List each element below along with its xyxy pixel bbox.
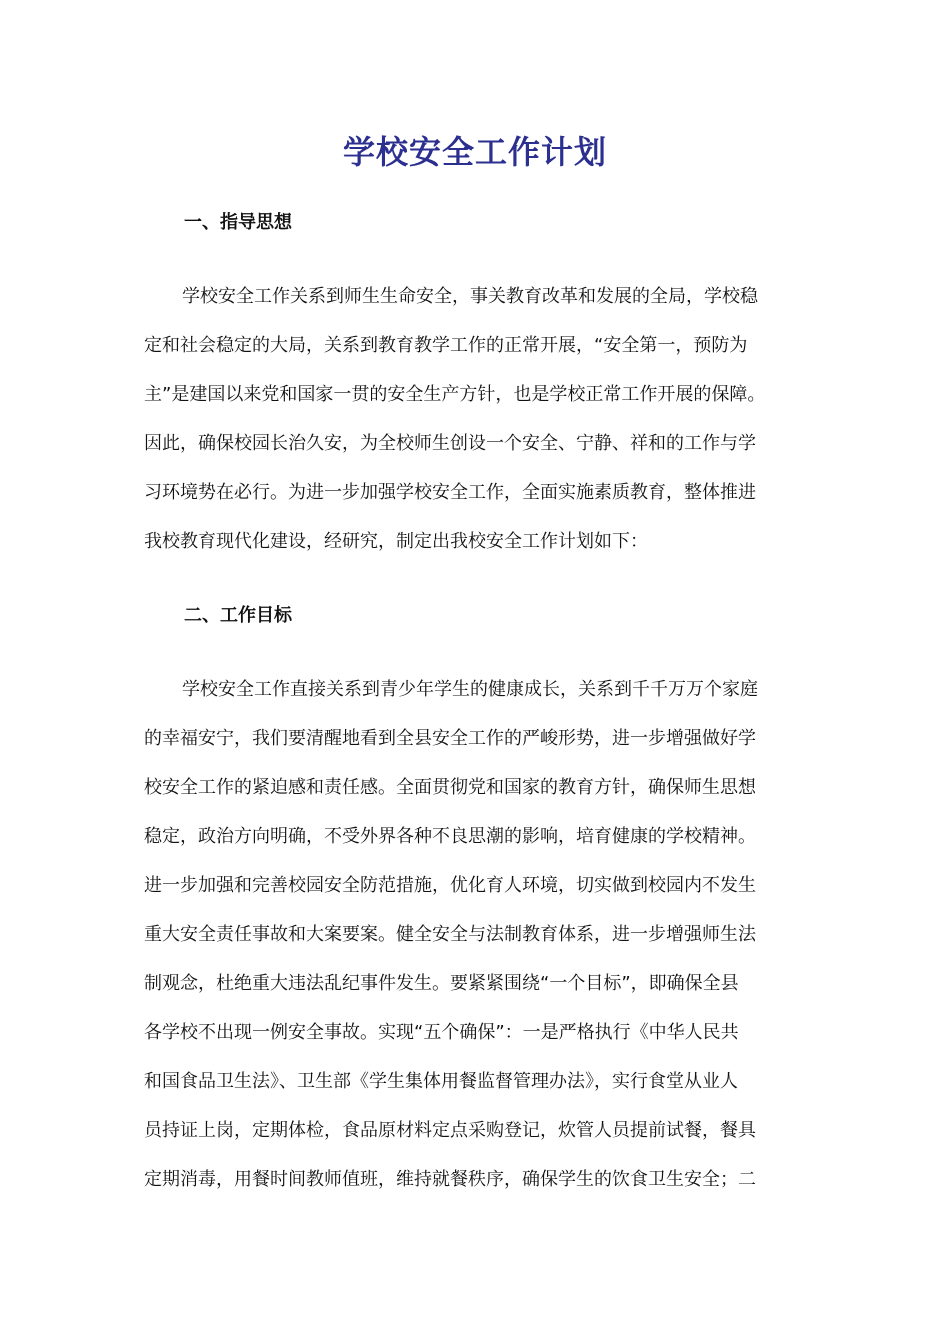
document-title: 学校安全工作计划 <box>342 133 607 171</box>
paragraph-line: 定期消毒，用餐时间教师值班，维持就餐秩序，确保学生的饮食卫生安全；二 <box>144 1169 756 1190</box>
paragraph-line: 稳定，政治方向明确，不受外界各种不良思潮的影响，培育健康的学校精神。 <box>144 826 756 847</box>
section-heading-work-goals: 二、工作目标 <box>184 605 292 626</box>
paragraph-line: 和国食品卫生法》、卫生部《学生集体用餐监督管理办法》，实行食堂从业人 <box>144 1071 738 1092</box>
paragraph-line: 主”是建国以来党和国家一贯的安全生产方针，也是学校正常工作开展的保障。 <box>144 384 766 405</box>
section-paragraph-work-goals <box>144 665 808 1204</box>
paragraph-line: 进一步加强和完善校园安全防范措施，优化育人环境，切实做到校园内不发生 <box>144 875 756 896</box>
paragraph-line: 学校安全工作关系到师生生命安全，事关教育改革和发展的全局，学校稳 <box>182 286 758 307</box>
paragraph-line: 因此，确保校园长治久安，为全校师生创设一个安全、宁静、祥和的工作与学 <box>144 433 756 454</box>
section-paragraph-guiding-ideology <box>144 272 808 566</box>
paragraph-line: 习环境势在必行。为进一步加强学校安全工作，全面实施素质教育，整体推进 <box>144 482 756 503</box>
paragraph-line: 定和社会稳定的大局，关系到教育教学工作的正常开展，“安全第一，预防为 <box>144 335 748 356</box>
paragraph-line: 员持证上岗，定期体检，食品原材料定点采购登记，炊管人员提前试餐，餐具 <box>144 1120 756 1141</box>
paragraph-line: 学校安全工作直接关系到青少年学生的健康成长，关系到千千万万个家庭 <box>182 679 758 700</box>
paragraph-line: 校安全工作的紧迫感和责任感。全面贯彻党和国家的教育方针，确保师生思想 <box>144 777 756 798</box>
paragraph-line: 制观念，杜绝重大违法乱纪事件发生。要紧紧围绕“一个目标”，即确保全县 <box>144 973 739 994</box>
paragraph-line: 重大安全责任事故和大案要案。健全安全与法制教育体系，进一步增强师生法 <box>144 924 756 945</box>
paragraph-line: 各学校不出现一例安全事故。实现“五个确保”：一是严格执行《中华人民共 <box>144 1022 739 1043</box>
section-heading-guiding-ideology: 一、指导思想 <box>184 212 292 233</box>
paragraph-line: 的幸福安宁，我们要清醒地看到全县安全工作的严峻形势，进一步增强做好学 <box>144 728 756 749</box>
paragraph-line: 我校教育现代化建设，经研究，制定出我校安全工作计划如下： <box>144 531 648 552</box>
